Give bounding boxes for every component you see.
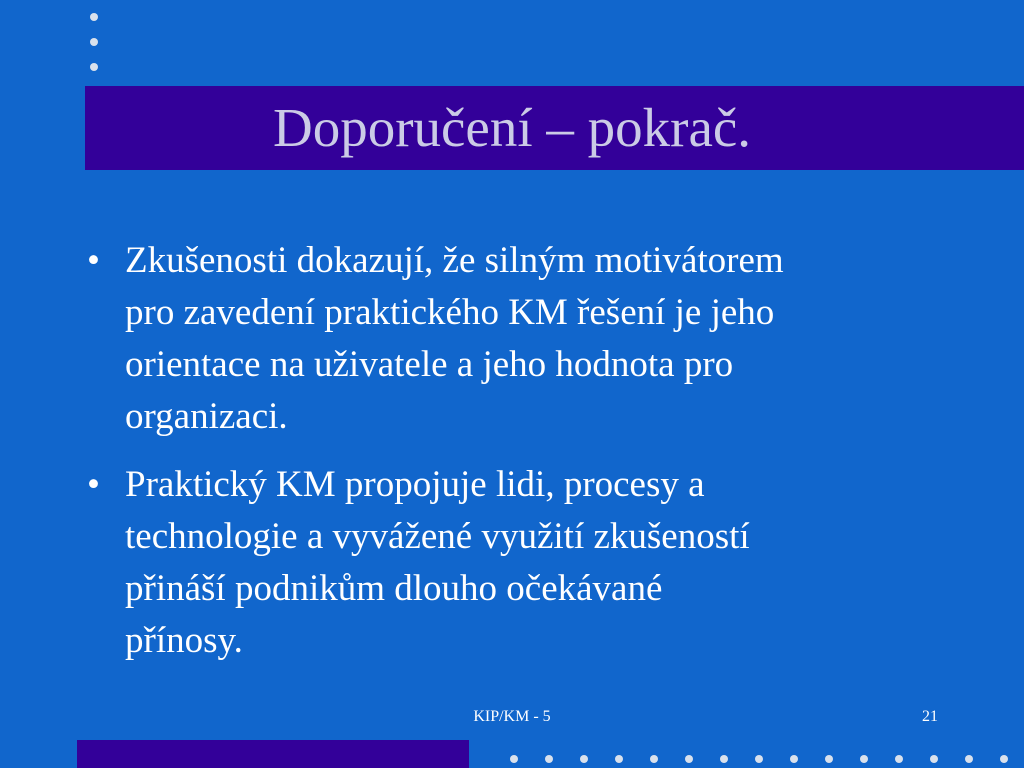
decor-dot <box>965 755 973 763</box>
decor-dot <box>510 755 518 763</box>
bullet-item <box>84 459 984 667</box>
bullet-list <box>84 235 984 683</box>
bullet-text-line: přináší podnikům dlouho očekávané <box>125 568 663 609</box>
bullet-text-line: Zkušenosti dokazují, že silným motivátorem <box>125 240 784 281</box>
decor-dot <box>545 755 553 763</box>
decor-dot <box>90 13 98 21</box>
footer-band <box>77 740 469 768</box>
bullet-text-line: orientace na uživatele a jeho hodnota pro <box>125 344 734 385</box>
decor-dot <box>90 38 98 46</box>
decor-dot <box>930 755 938 763</box>
bullet-text-line: pro zavedení praktického KM řešení je jeho <box>125 292 775 333</box>
bullet-text-line: přínosy. <box>125 620 243 661</box>
decor-dot <box>755 755 763 763</box>
bullet-text-line: organizaci. <box>125 396 288 437</box>
decor-dot <box>580 755 588 763</box>
bullet-text-line: Praktický KM propojuje lidi, procesy a <box>125 464 705 505</box>
decor-dot <box>790 755 798 763</box>
decor-dot <box>720 755 728 763</box>
decor-dot <box>90 63 98 71</box>
bullet-text-line: technologie a vyvážené využití zkušeností <box>125 516 750 557</box>
decor-dot <box>615 755 623 763</box>
decor-dot <box>1000 755 1008 763</box>
decor-dot <box>860 755 868 763</box>
decor-dot <box>895 755 903 763</box>
bullet-item <box>84 235 984 443</box>
bullet-icon: • <box>87 240 100 281</box>
page-number: 21 <box>922 708 938 725</box>
decor-dot <box>825 755 833 763</box>
bullet-icon: • <box>87 464 100 505</box>
decor-dot <box>650 755 658 763</box>
footer-label: KIP/KM - 5 <box>473 708 551 725</box>
decor-dot <box>685 755 693 763</box>
slide-title: Doporučení – pokrač. <box>272 97 752 158</box>
